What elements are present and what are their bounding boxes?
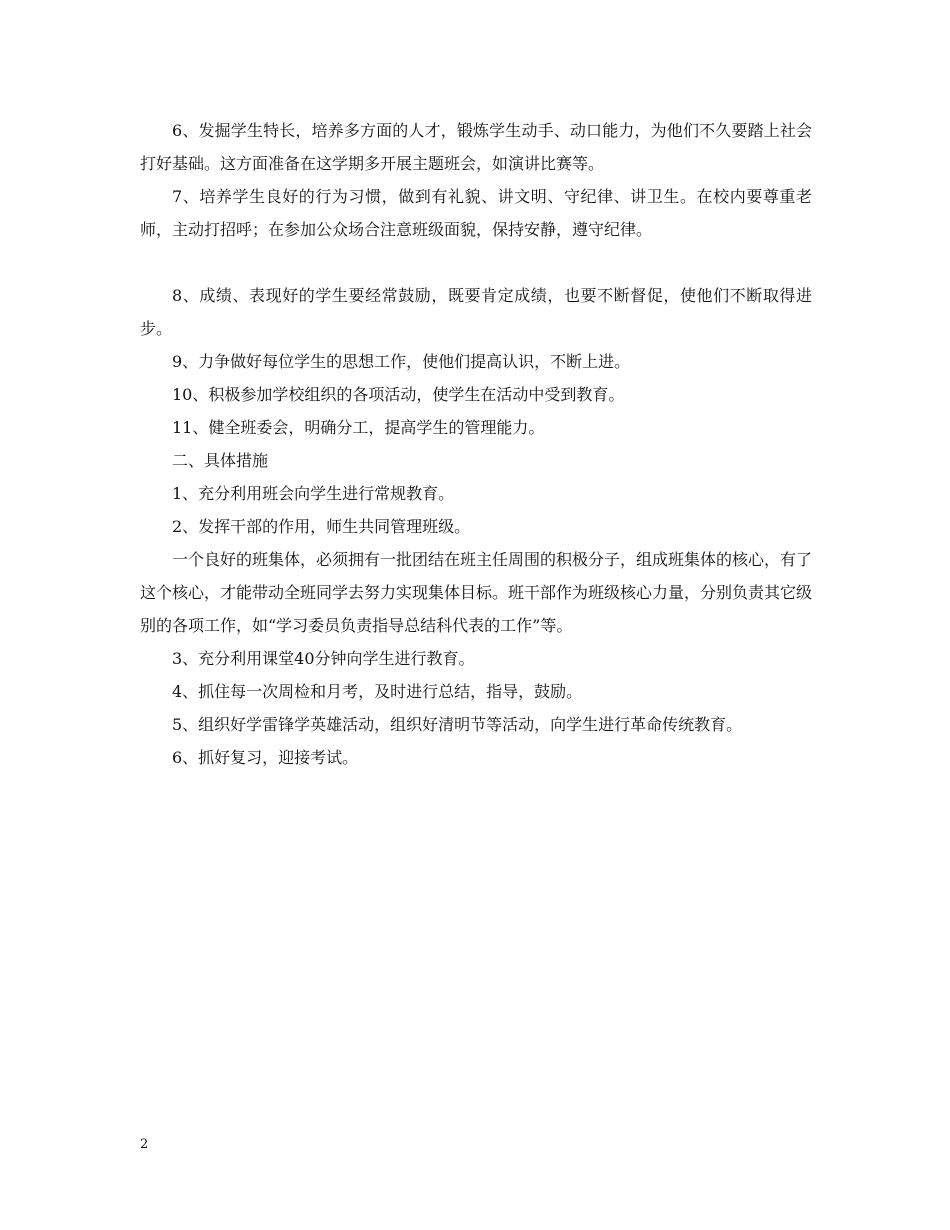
page-number: 2 [140, 1137, 149, 1152]
paragraph-item-8: 8、成绩、表现好的学生要经常鼓励，既要肯定成绩，也要不断督促，使他们不断取得进步。 [140, 286, 812, 338]
measure-item-5: 5、组织好学雷锋学英雄活动，组织好清明节等活动，向学生进行革命传统教育。 [172, 715, 743, 734]
measure-item-1: 1、充分利用班会向学生进行常规教育。 [172, 484, 455, 503]
document-body [140, 114, 812, 774]
paragraph-item-10: 10、积极参加学校组织的各项活动，使学生在活动中受到教育。 [172, 385, 625, 404]
paragraph-item-6: 6、发掘学生特长，培养多方面的人才，锻炼学生动手、动口能力，为他们不久要踏上社会打好基础。这方面准备在这学期多开展主题班会，如演讲比赛等。 [140, 121, 812, 173]
paragraph-item-7: 7、培养学生良好的行为习惯，做到有礼貌、讲文明、守纪律、讲卫生。在校内要尊重老师，主动打招呼；在参加公众场合注意班级面貌，保持安静，遵守纪律。 [140, 187, 812, 239]
measure-item-2: 2、发挥干部的作用，师生共同管理班级。 [172, 517, 471, 536]
paragraph-item-11: 11、健全班委会，明确分工，提高学生的管理能力。 [172, 418, 545, 437]
section-heading-measures: 二、具体措施 [172, 451, 269, 470]
measure-item-4: 4、抓住每一次周检和月考，及时进行总结，指导，鼓励。 [172, 682, 583, 701]
measure-item-6: 6、抓好复习，迎接考试。 [172, 748, 359, 767]
measure-item-3: 3、充分利用课堂40分钟向学生进行教育。 [172, 649, 475, 668]
measure-explanation: 一个良好的班集体，必须拥有一批团结在班主任周围的积极分子，组成班集体的核心，有了这个核心，才能带动全班同学去努力实现集体目标。班干部作为班级核心力量，分别负责其它级别的各项工作，如“学习委员负责指导总结科代表的工作”等。 [140, 550, 813, 635]
paragraph-item-9: 9、力争做好每位学生的思想工作，使他们提高认识，不断上进。 [172, 352, 631, 371]
